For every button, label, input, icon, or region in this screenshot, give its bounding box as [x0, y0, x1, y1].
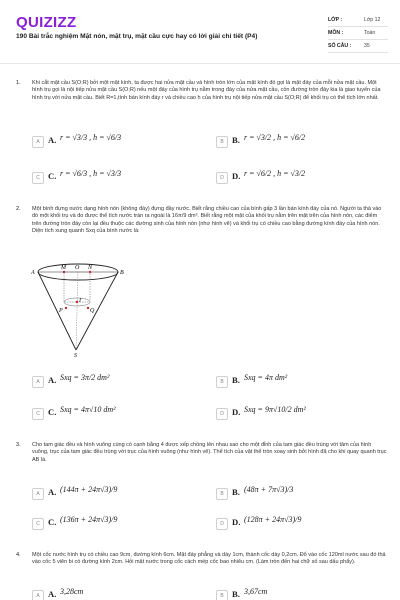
option-d[interactable] [216, 514, 381, 540]
meta-key: SỐ CÂU : [328, 43, 352, 49]
label-p: P [59, 308, 63, 314]
option-letter: B. [232, 135, 240, 145]
option-checkbox[interactable]: D [216, 408, 228, 420]
option-letter: A. [48, 135, 57, 145]
label-o: O [75, 265, 80, 271]
option-letter: D. [232, 517, 241, 527]
option-text: (48π + 7π√3)/3 [244, 485, 294, 494]
option-checkbox[interactable]: A [32, 136, 44, 148]
question-text: Một cốc nước hình trụ có chiều cao 9cm, đường kính 6cm. Mặt đáy phẳng và dày 1cm, thành cốc dày 0,2cm. Đổ vào cốc 120ml nước sau đó thả vào cốc 5 viên bi có đường kính 2cm. Hỏi mặt nước trong cốc cách mép cốc bao nhiêu cm. (Làm tròn đến hai chữ số sau dấu phẩy). [32, 552, 386, 566]
question-number: 3. [16, 442, 21, 448]
option-letter: A. [48, 589, 57, 599]
cone-cylinder-figure [30, 262, 126, 358]
option-text: 3,28cm [60, 587, 84, 596]
question-3 [16, 442, 390, 542]
meta-row-subject [328, 27, 388, 40]
option-text: r = √3/2 , h = √6/2 [244, 133, 306, 142]
document-title: 190 Bài trắc nghiệm Mặt nón, mặt trụ, mặt cầu cực hay có lời giải chi tiết (P4) [16, 33, 258, 40]
option-a[interactable] [32, 484, 197, 510]
label-s: S [74, 353, 77, 358]
option-checkbox[interactable]: B [216, 376, 228, 388]
option-text: Sxq = 4π dm² [244, 373, 288, 382]
option-text: (144π + 24π√3)/9 [60, 485, 118, 494]
option-letter: B. [232, 589, 240, 599]
question-number: 2. [16, 206, 21, 212]
option-c[interactable] [32, 514, 197, 540]
option-letter: B. [232, 375, 240, 385]
option-b[interactable] [216, 372, 381, 398]
option-checkbox[interactable]: B [216, 136, 228, 148]
option-letter: A. [48, 487, 57, 497]
option-checkbox[interactable]: A [32, 488, 44, 500]
option-checkbox[interactable]: C [32, 172, 44, 184]
label-i: I [79, 298, 81, 304]
option-letter: C. [48, 171, 57, 181]
label-a: A [31, 270, 35, 276]
option-letter: D. [232, 171, 241, 181]
cylinder-outline [64, 272, 90, 302]
option-checkbox[interactable]: C [32, 518, 44, 530]
label-b: B [120, 270, 124, 276]
option-checkbox[interactable]: D [216, 518, 228, 530]
option-checkbox[interactable]: B [216, 590, 228, 600]
option-d[interactable] [216, 168, 381, 194]
question-text: Cho tam giác đều và hình vuông cùng có cạnh bằng 4 được xếp chồng lên nhau sao cho một đỉnh của tam giác đều trùng với tâm của hình vuông, trục của tam giác đều trùng với trục của hình vuông (như hình vẽ). Thể tích của vật thể tròn xoay sinh bởi hình đã cho khi quay quanh trục AB là. [32, 442, 387, 463]
meta-row-class [328, 14, 388, 27]
option-text: r = √6/3 , h = √3/3 [60, 169, 122, 178]
meta-value: Lớp 12 [364, 17, 381, 23]
option-text: (128π + 24π√3)/9 [244, 515, 302, 524]
option-b[interactable] [216, 484, 381, 510]
cone-axis [76, 272, 78, 350]
option-text: Sxq = 9π√10/2 dm² [244, 405, 306, 414]
question-number: 1. [16, 80, 21, 86]
question-1 [16, 80, 390, 190]
quizizz-logo: QUIZIZZ [16, 14, 77, 31]
point-p-marker [65, 307, 67, 309]
option-checkbox[interactable]: A [32, 376, 44, 388]
meta-row-count [328, 40, 388, 53]
option-letter: A. [48, 375, 57, 385]
meta-key: LỚP : [328, 17, 343, 23]
point-m-marker [63, 271, 65, 273]
option-checkbox[interactable]: A [32, 590, 44, 600]
label-m: M [61, 265, 66, 271]
option-text: 3,67cm [244, 587, 268, 596]
cone-slant-right [76, 272, 118, 350]
option-d[interactable] [216, 404, 381, 430]
option-a[interactable] [32, 586, 197, 600]
point-i-marker [76, 301, 78, 303]
option-letter: B. [232, 487, 240, 497]
option-checkbox[interactable]: C [32, 408, 44, 420]
option-c[interactable] [32, 404, 197, 430]
option-c[interactable] [32, 168, 197, 194]
option-text: Sxq = 3π/2 dm² [60, 373, 110, 382]
header-divider [0, 63, 400, 64]
option-text: (136π + 24π√3)/9 [60, 515, 118, 524]
meta-table [328, 14, 388, 53]
option-text: Sxq = 4π√10 dm² [60, 405, 116, 414]
question-4 [16, 552, 390, 600]
point-n-marker [89, 271, 91, 273]
label-n: N [88, 265, 93, 271]
option-checkbox[interactable]: D [216, 172, 228, 184]
question-text: Một bình đựng nước dạng hình nón (không đáy) đựng đầy nước. Biết rằng chiều cao của bình gấp 3 lần bán kính đáy của nó. Người ta thả vào đó một khối trụ và đo được thể tích nước tràn ra ngoài là 16π/9 dm³. Biết rằng một mặt của khối trụ nằm trên mặt trên của hình nón, các điểm trên đường tròn đáy còn lại đều thuộc các đường sinh của hình nón (như hình vẽ) và khối trụ có chiều cao bằng đường kính đáy của hình nón. Diện tích xung quanh Sxq của bình nước là: [32, 206, 382, 235]
option-b[interactable] [216, 132, 381, 158]
meta-value: 35 [364, 43, 370, 49]
page-header [0, 0, 400, 62]
option-a[interactable] [32, 372, 197, 398]
label-q: Q [90, 308, 95, 314]
question-number: 4. [16, 552, 21, 558]
meta-key: MÔN : [328, 30, 344, 36]
point-q-marker [87, 307, 89, 309]
option-letter: C. [48, 517, 57, 527]
cone-slant-left [38, 272, 76, 350]
meta-value: Toán [364, 30, 376, 36]
option-letter: C. [48, 407, 57, 417]
option-checkbox[interactable]: B [216, 488, 228, 500]
option-text: r = √3/3 , h = √6/3 [60, 133, 122, 142]
option-text: r = √6/2 , h = √3/2 [244, 169, 306, 178]
option-a[interactable] [32, 132, 197, 158]
option-b[interactable] [216, 586, 381, 600]
question-text: Khi cắt mặt cầu S(O;R) bởi một mặt kính, ta được hai nửa mặt cầu và hình tròn lớn của mặt kính đó gọi là mặt đáy của mỗi nửa mặt cầu. Một hình trụ gọi là nội tiếp nửa mặt cầu S(O;R) nếu một đáy của hình trụ nằm trong đáy của nửa mặt cầu, còn đường tròn đáy kia là giao tuyến của hình trụ với nửa mặt cầu. Biết R=1,tính bán kính đáy r và chiều cao h của hình trụ nội tiếp nửa mặt cầu S(O;R) để khối trụ có thể tích lớn nhất. [32, 80, 381, 101]
option-letter: D. [232, 407, 241, 417]
